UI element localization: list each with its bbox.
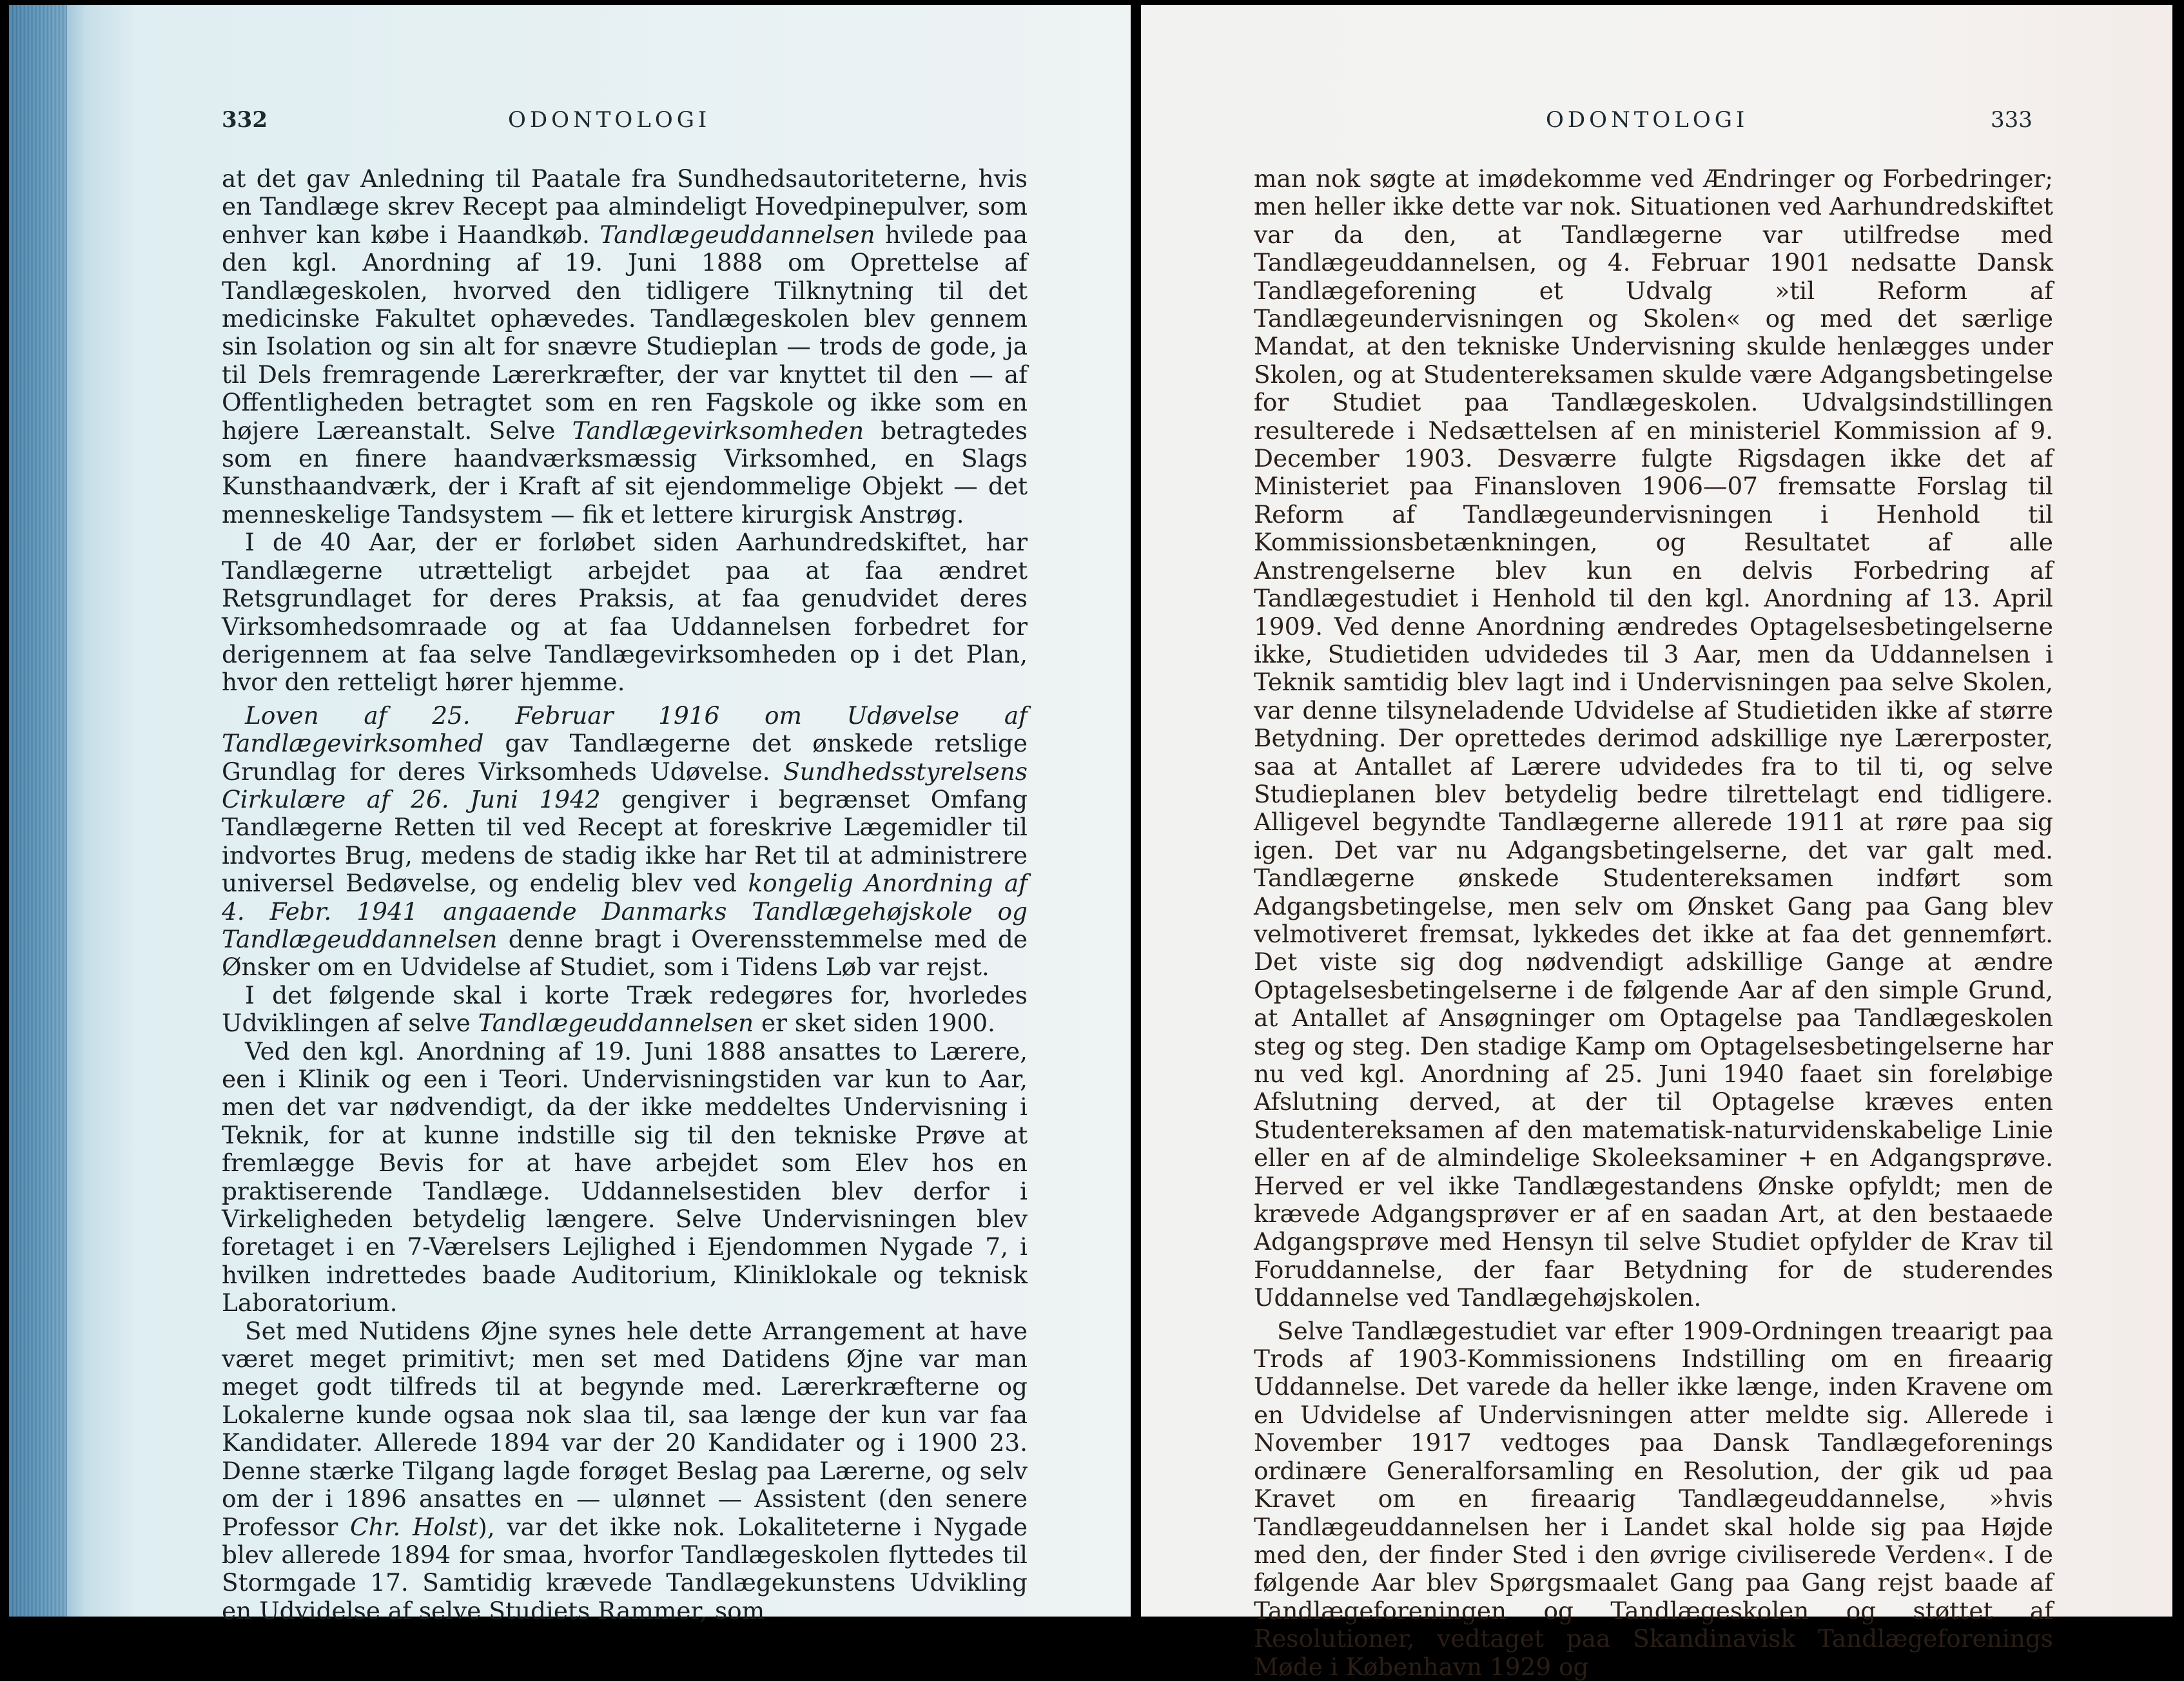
paragraph: Ved den kgl. Anordning af 19. Juni 1888 ansattes to Lærere, een i Klinik og een i Teori. Undervisningstiden var kun to Aar, men det var nødvendigt, da der ikke meddeltes Undervisning i Teknik, for at kunne indstille sig til den tekniske Prøve at fremlægge Bevis for at have arbejdet som Elev hos en praktiserende Tandlæge. Uddannelsestiden blev derfor i Virkeligheden betydelig længere. Selve Undervisningen blev foretaget i en 7-Værelsers Lejlighed i Ejendommen Nygade 7, i hvilken indrettedes baade Auditorium, Kliniklokale og teknisk Laboratorium.: [222, 1036, 1028, 1317]
paragraph: Selve Tandlægestudiet var efter 1909-Ordningen treaarigt paa Trods af 1903-Kommissionens Indstilling om en fireaarig Uddannelse. Det varede da heller ikke længe, inden Kravene om en Udvidelse af Undervisningen atter meldte sig. Allerede i November 1917 vedtoges paa Dansk Tandlægeforenings ordinære Generalforsamling en Resolution, der gik ud paa Kravet om en fireaarig Tandlægeuddannelse, »hvis Tandlægeuddannelsen her i Landet skal holde sig paa Højde med den, der finder Sted i den øvrige civiliserede Verden«. I de følgende Aar blev Spørgsmaalet Gang paa Gang rejst baade af Tandlægeforeningen og Tandlægeskolen og støttet af Resolutioner, vedtaget paa Skandinavisk Tandlægeforenings Møde i København 1929 og: [1254, 1316, 2053, 1681]
paragraph: at det gav Anledning til Paatale fra Sundhedsautoriteterne, hvis en Tandlæge skrev Recept paa almindeligt Hovedpinepulver, som enhver kan købe i Haandkøb. Tandlægeuddannelsen hvilede paa den kgl. Anordning af 19. Juni 1888 om Oprettelse af Tandlægeskolen, hvorved den tidligere Tilknytning til det medicinske Fakultet ophævedes. Tandlægeskolen blev gennem sin Isolation og sin alt for snævre Studieplan — trods de gode, ja til Dels fremragende Lærerkræfter, der var knyttet til den — af Offentligheden betragtet som en ren Fagskole og ikke som en højere Læreanstalt. Selve Tandlægevirksomheden betragtedes som en finere haandværksmæssig Virksomhed, en Slags Kunsthaandværk, der i Kraft af sit ejendommelige Objekt — det menneskelige Tandsystem — fik et lettere kirurgisk Anstrøg.: [222, 164, 1028, 529]
paragraph: Loven af 25. Februar 1916 om Udøvelse af Tandlægevirksomhed gav Tandlægerne det ønskede retslige Grundlag for deres Virksomheds Udøvelse. Sundhedsstyrelsens Cirkulære af 26. Juni 1942 gengiver i begrænset Omfang Tandlægerne Retten til ved Recept at foreskrive Lægemidler til indvortes Brug, medens de stadig ikke har Ret til at administrere universel Bedøvelse, og endelig blev ved kongelig Anordning af 4. Febr. 1941 angaaende Danmarks Tandlægehøjskole og Tandlægeuddannelsen denne bragt i Overensstemmelse med de Ønsker om en Udvidelse af Studiet, som i Tidens Løb var rejst.: [222, 701, 1028, 982]
page-number-left: 332: [222, 107, 268, 133]
page-number-right: 333: [1991, 107, 2033, 133]
left-page-body: [222, 165, 1028, 1625]
running-head-right: ODONTOLOGI: [1546, 107, 1749, 133]
right-page: [1141, 5, 2172, 1681]
page-edge-strip: [9, 5, 67, 1617]
right-page-body: [1254, 165, 2053, 1681]
paragraph: Set med Nutidens Øjne synes hele dette Arrangement at have været meget primitivt; men set med Datidens Øjne var man meget godt tilfreds til at begynde med. Lærerkræfterne og Lokalerne kunde ogsaa nok slaa til, saa længe der kun var faa Kandidater. Allerede 1894 var der 20 Kandidater og i 1900 23. Denne stærke Tilgang lagde forøget Beslag paa Lærerne, og selv om der i 1896 ansattes en — ulønnet — Assistent (den senere Professor Chr. Holst), var det ikke nok. Lokaliteterne i Nygade blev allerede 1894 for smaa, hvorfor Tandlægeskolen flyttedes til Stormgade 17. Samtidig krævede Tandlægekunstens Udvikling en Udvidelse af selve Studiets Rammer, som: [222, 1316, 1028, 1625]
left-page: [9, 5, 1131, 1625]
paragraph: man nok søgte at imødekomme ved Ændringer og Forbedringer; men heller ikke dette var nok. Situationen ved Aarhundredskiftet var da den, at Tandlægerne var utilfredse med Tandlægeuddannelsen, og 4. Februar 1901 nedsatte Dansk Tandlægeforening et Udvalg »til Reform af Tandlægeundervisningen og Skolen« og med det særlige Mandat, at den tekniske Undervisning skulde henlægges under Skolen, og at Studentereksamen skulde være Adgangsbetingelse for Studiet paa Tandlægeskolen. Udvalgsindstillingen resulterede i Nedsættelsen af en ministeriel Kommission af 9. December 1903. Desværre fulgte Rigsdagen ikke det af Ministeriet paa Finansloven 1906—07 fremsatte Forslag til Reform af Tandlægeundervisningen i Henhold til Kommissionsbetænkningen, og Resultatet af alle Anstrengelserne blev kun en delvis Forbedring af Tandlægestudiet i Henhold til den kgl. Anordning af 13. April 1909. Ved denne Anordning ændredes Optagelsesbetingelserne ikke, Studietiden udvidedes til 3 Aar, men da Uddannelsen i Teknik samtidig blev lagt ind i Undervisningen paa selve Skolen, var denne tilsyneladende Udvidelse af Studietiden ikke af større Betydning. Der oprettedes derimod adskillige nye Lærerposter, saa at Antallet af Lærere udvidedes fra to til ti, og selve Studieplanen blev betydelig bedre tilrettelagt end tidligere. Alligevel begyndte Tandlægerne allerede 1911 at røre paa sig igen. Det var nu Adgangsbetingelserne, det var galt med. Tandlægerne ønskede Studentereksamen indført som Adgangsbetingelse, men selv om Ønsket Gang paa Gang blev velmotiveret fremsat, lykkedes det ikke at faa det gennemført. Det viste sig dog nødvendigt adskillige Gange at ændre Optagelsesbetingelserne i de følgende Aar af den simple Grund, at Antallet af Ansøgninger om Optagelse paa Tandlægeskolen steg og steg. Den stadige Kamp om Optagelsesbetingelserne har nu ved kgl. Anordning af 25. Juni 1940 faaet sin foreløbige Afslutning derved, at der til Optagelse kræves enten Studentereksamen af den matematisk-naturvidenskabelige Linie eller en af de almindelige Skoleeksaminer + en Adgangsprøve. Herved er vel ikke Tandlægestandens Ønske opfyldt; men de krævede Adgangsprøver er af en saadan Art, at den bestaaede Adgangsprøve med Hensyn til selve Studiet opfylder de Krav til Foruddannelse, der faar Betydning for de studerendes Uddannelse ved Tandlægehøjskolen.: [1254, 164, 2053, 1312]
paragraph: I det følgende skal i korte Træk redegøres for, hvorledes Udviklingen af selve Tandlægeuddannelsen er sket siden 1900.: [222, 980, 1028, 1038]
paragraph: I de 40 Aar, der er forløbet siden Aarhundredskiftet, har Tandlægerne utrætteligt arbejdet paa at faa ændret Retsgrundlaget for deres Praksis, at faa genudvidet deres Virksomhedsomraade og at faa Uddannelsen forbedret for derigennem at faa selve Tandlægevirksomheden op i det Plan, hvor den retteligt hører hjemme.: [222, 528, 1028, 697]
running-head-left: ODONTOLOGI: [508, 107, 711, 133]
